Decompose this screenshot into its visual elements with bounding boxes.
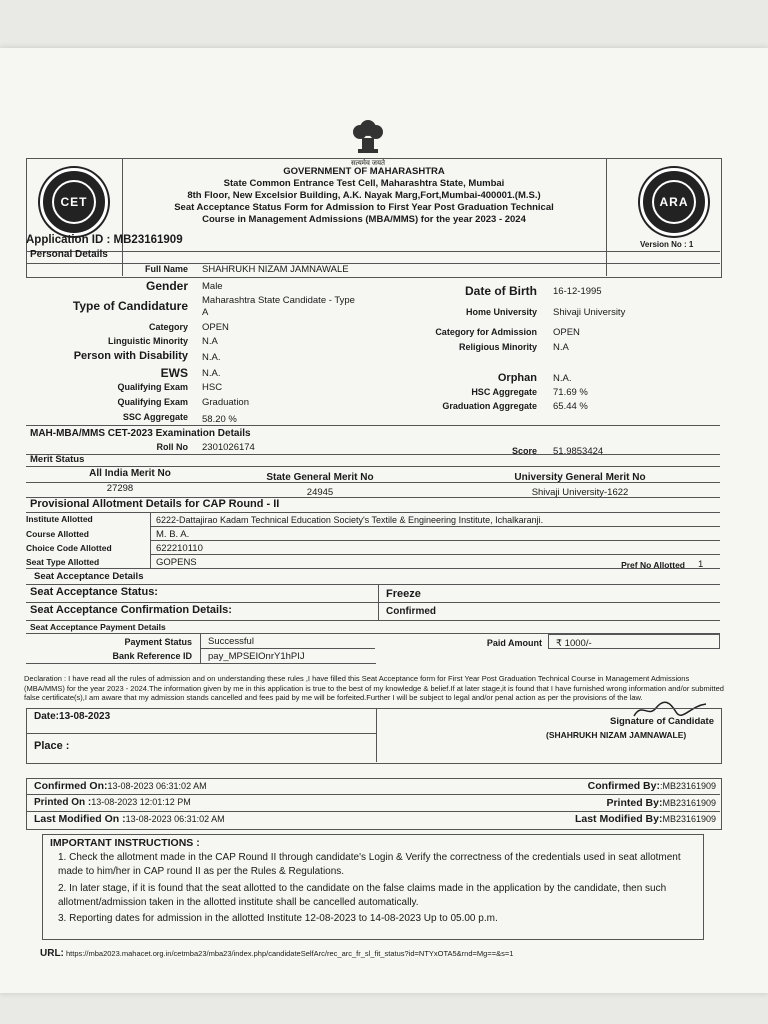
date-of-birth: 16-12-1995 (553, 286, 602, 297)
bank-reference: pay_MPSEIOnrY1hPIJ (208, 651, 305, 662)
score: 51.9853424 (553, 446, 604, 457)
instruction-2: 2. In later stage, if it is found that the seat allotted to the candidate on the false claims made in the application by the candidate, then such allotment/admission taken in the allotted institute shall be cancelled automatically. (58, 883, 667, 908)
printed-on: Printed On :13-08-2023 12:01:12 PM (34, 797, 191, 808)
emblem-caption: सत्यमेव जयते (350, 160, 386, 167)
state-merit: 24945 (306, 487, 334, 498)
last-modified-by: Last Modified By:MB23161909 (574, 813, 716, 825)
all-india-merit: 27298 (106, 483, 134, 494)
payment-status: Successful (208, 636, 254, 647)
acceptance-status: Freeze (386, 588, 421, 600)
instruction-3: 3. Reporting dates for admission in the allotted Institute 12-08-2023 to 14-08-2023 Up to 05.00 p.m. (58, 913, 498, 924)
allotment-title: Provisional Allotment Details for CAP Round - II (30, 498, 280, 510)
payment-title: Seat Acceptance Payment Details (30, 622, 166, 632)
course-allotted: M. B. A. (156, 529, 190, 540)
acceptance-title: Seat Acceptance Details (34, 571, 144, 582)
personal-details-title: Personal Details (30, 249, 108, 260)
header-title: GOVERNMENT OF MAHARASHTRA State Common Entrance Test Cell, Maharashtra State, Mumbai 8th Floor, New Excelsior Building, A.K. Nayak Marg,Fort,Mumbai-400001.(M.S.) Seat Acceptance Status Form for Admission to First Year Post Graduation Technical Course in Management Admissions (MBA/MMS) for the year 2023 - 2024 (174, 166, 554, 225)
document-page: सत्यमेव जयते CET ARA GOVERNMENT OF MAHARASHTRA State Common Entrance Test Cell, Maharashtra State, Mumbai 8th Floor, New Excelsior Building, A.K. Nayak Marg,Fort,Mumbai-400001.(M.S.) Seat Acceptance Status Form for Admission to First Year Post Graduation Technical Course in Management Admissions (MBA/MMS) for the year 2023 - 2024 Application ID : MB23161909 Version No : 1 Personal Details Full Name SHAHRUKH NIZAM JAMNAWALE Gender Male Date of Birth 16-12-1995 Type of Candidature Maharashtra State Candidate - Type A Home University Shivaji University Category OPEN Category for Admission OPEN Linguistic Minority N.A Religious Minority N.A Person with Disability N.A. EWS N.A. Orphan N.A. Qualifying Exam HSC HSC Aggregate 71.69 % Qualifying Exam Graduation Graduation Aggregate 65.44 % SSC Aggregate 58.20 % MAH-MBA/MMS CET-2023 Examination Details Roll No 2301026174 Score 51.9853424 Merit Status All India Merit No State General Merit No University General Merit No 27298 24945 Shivaji University-1622 Provisional Allotment Details for CAP Round - II Institute Allotted 6222-Dattajirao Kadam Technical Education Society's Textile & Engineering Institute, Ichalkaranji. Course Allotted M. B. A. Choice Code Allotted 622210110 Seat Type Allotted GOPENS Pref No Allotted 1 Seat Acceptance Details Seat Acceptance Status: Freeze Seat Acceptance Confirmation Details: Confirmed Seat Acceptance Payment Details Payment Status Successful Paid Amount ₹ 1000/- Bank Reference ID pay_MPSEIOnrY1hPIJ Declaration : I have read all the rules of admission and on understanding these rules ,I have filled this Seat Acceptance form for First Year Post Graduation Technical Course in Management Admissions (MBA/MMS) for the year 2023 - 2024.The information given by me in this application is true to the best of my knowledge & belief.If at later stage,it is found that I have furnished wrong information and/or submitted false certificate(s),I am aware that my admission stands cancelled and fees paid by me will be forfeited.Further I will be subject to legal and/or penal action as per the provisions of the law. Date:13-08-2023 Place : Signature of Candidate (SHAHRUKH NIZAM JAMNAWALE) Confirmed On:13-08-2023 06:31:02 AM Confirmed By::MB23161909 Printed On :13-08-2023 12:01:12 PM Printed By:MB23161909 Last Modified On :13-08-2023 06:31:02 AM Last Modified By:MB23161909 IMPORTANT INSTRUCTIONS : 1. Check the allotment made in the CAP Round II through candidate's Login & Verify the correctness of the credentials used in seat allotment made to him/her in CAP round II as per the Rules & Regulations. 2. In later stage, if it is found that the seat allotted to the candidate on the false claims made in the application by the candidate, then such allotment/admission taken in the allotted institute shall be cancelled automatically. 3. Reporting dates for admission in the allotted Institute 12-08-2023 to 14-08-2023 Up to 05.00 p.m. URL: https://mba2023.mahacet.org.in/cetmba23/mba23/index.php/candidateSelfArc/rec_arc_fr_sl_fit_status?id=NTYxOTA5&rnd=Mg==&s=1 (0, 48, 768, 993)
printed-by: Printed By:MB23161909 (606, 797, 716, 809)
last-modified-on: Last Modified On :13-08-2023 06:31:02 AM (34, 813, 225, 825)
category-admission: OPEN (553, 327, 580, 338)
cet-cell-logo: CET (40, 168, 108, 236)
state-emblem (348, 116, 388, 167)
confirmed-on: Confirmed On:13-08-2023 06:31:02 AM (34, 780, 207, 792)
choice-code: 622210110 (156, 543, 203, 554)
ara-logo: ARA (640, 168, 708, 236)
instructions-title: IMPORTANT INSTRUCTIONS : (50, 837, 200, 849)
merit-status-title: Merit Status (30, 454, 85, 465)
candidature-type: Maharashtra State Candidate - Type A (202, 295, 355, 318)
university-merit: Shivaji University-1622 (531, 487, 629, 498)
application-id: Application ID : MB23161909 (26, 234, 183, 246)
pref-no: 1 (698, 559, 704, 570)
paid-amount: ₹ 1000/- (556, 638, 592, 649)
page-url: URL: https://mba2023.mahacet.org.in/cetmba23/mba23/index.php/candidateSelfArc/rec_arc_fr_sl_fit_status?id=NTYxOTA5&rnd=Mg==&s=1 (40, 948, 514, 959)
linguistic-minority: N.A (202, 336, 218, 347)
roll-no: 2301026174 (202, 442, 255, 453)
instruction-1: 1. Check the allotment made in the CAP Round II through candidate's Login & Verify the correctness of the credentials used in seat allotment made to him/her in CAP round II as per the Rules & Regulations. (58, 852, 681, 877)
version-no: Version No : 1 (640, 240, 694, 249)
candidate-name-sign: (SHAHRUKH NIZAM JAMNAWALE) (546, 730, 687, 740)
gender: Male (202, 281, 223, 292)
institute-allotted: 6222-Dattajirao Kadam Technical Education Society's Textile & Engineering Institute, Ichalkaranji. (156, 515, 544, 525)
qualifying-exam-2: Graduation (202, 397, 250, 408)
ssc-aggregate: 58.20 % (202, 414, 237, 425)
confirmation-status: Confirmed (386, 606, 436, 617)
category: OPEN (202, 322, 229, 333)
seat-type: GOPENS (156, 557, 197, 568)
orphan: N.A. (553, 373, 572, 384)
ews: N.A. (202, 368, 221, 379)
exam-details-title: MAH-MBA/MMS CET-2023 Examination Details (30, 428, 251, 439)
full-name: SHAHRUKH NIZAM JAMNAWALE (202, 264, 349, 275)
religious-minority: N.A (553, 342, 569, 353)
home-university: Shivaji University (553, 307, 626, 318)
graduation-aggregate: 65.44 % (553, 401, 588, 412)
confirmed-by: Confirmed By::MB23161909 (587, 780, 716, 792)
declaration-date: Date:13-08-2023 (34, 711, 111, 722)
disability: N.A. (202, 352, 221, 363)
qualifying-exam-1: HSC (202, 382, 223, 393)
hsc-aggregate: 71.69 % (553, 387, 588, 398)
declaration-text: Declaration : I have read all the rules of admission and on understanding these rules ,I have filled this Seat Acceptance form for First Year Post Graduation Technical Course in Management Admissions (MBA/MMS) for the year 2023 - 2024.The information given by me in this application is true to the best of my knowledge & belief.If at later stage,it is found that I have furnished wrong information and/or submitted false certificate(s),I am aware that my admission stands cancelled and fees paid by me will be forfeited.Further I will be subject to legal and/or penal action as per the provisions of the law. (24, 674, 724, 702)
